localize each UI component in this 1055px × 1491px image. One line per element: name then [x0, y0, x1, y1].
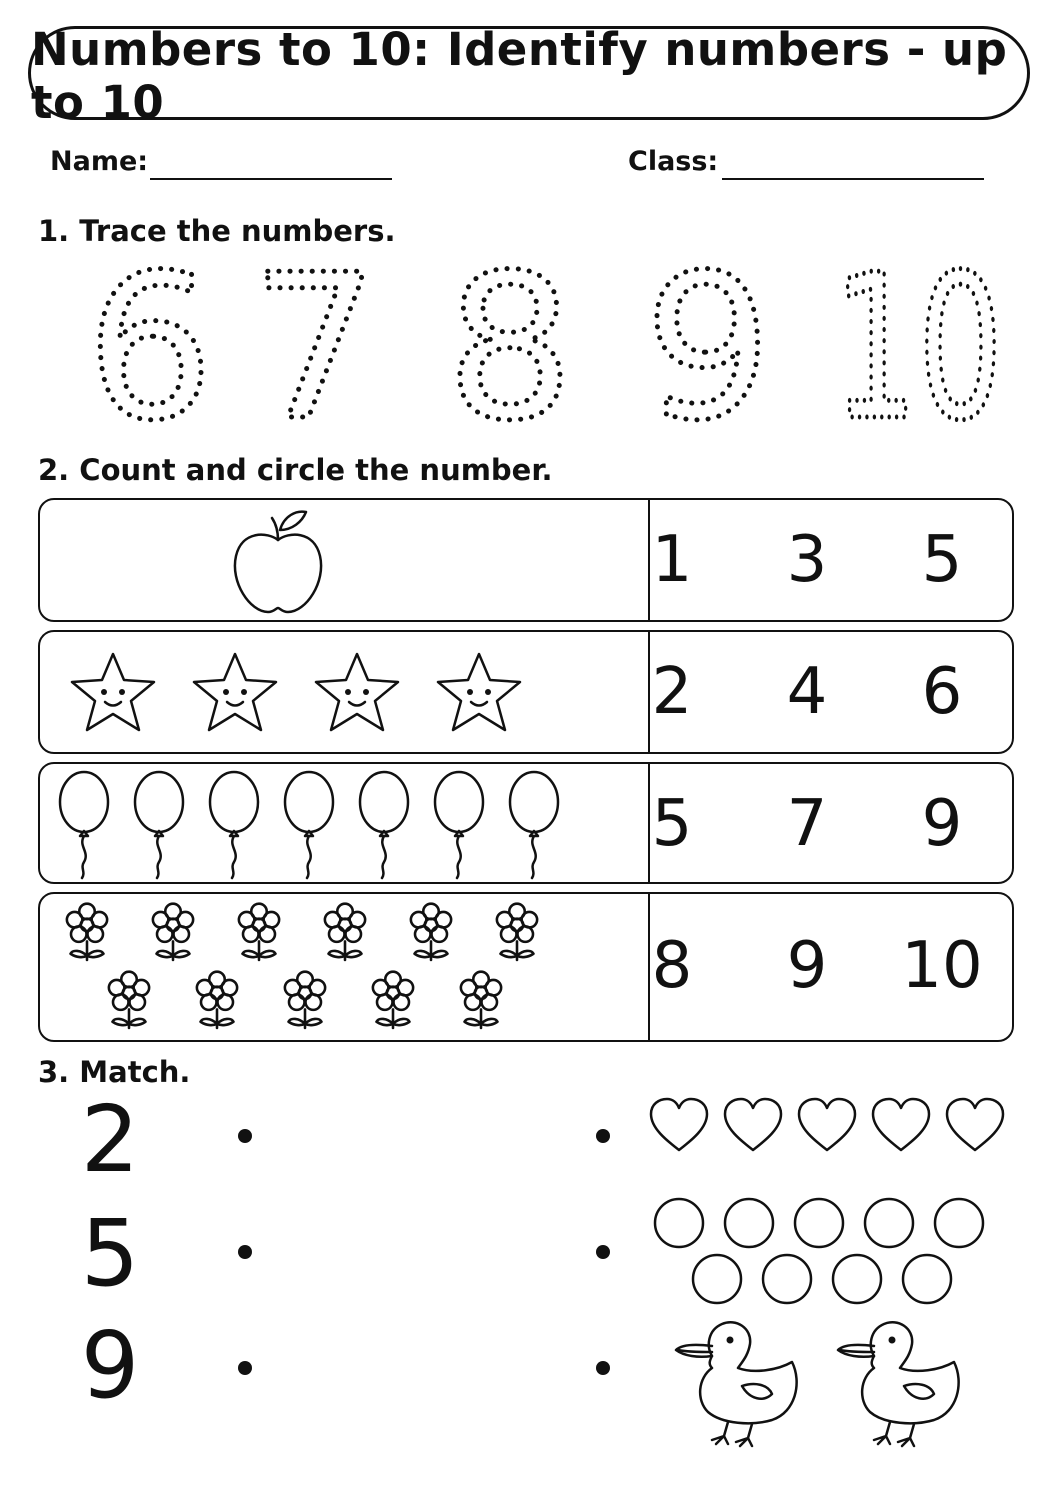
balloon-icon [56, 770, 112, 880]
match-number-9: 9 [80, 1312, 140, 1419]
class-label: Class: [628, 146, 719, 177]
duck-icon [830, 1316, 966, 1448]
worksheet-title: Numbers to 10: Identify numbers - up to 10 [31, 23, 1008, 129]
duck-icon [668, 1316, 804, 1448]
section-2-label: 2. Count and circle the number. [38, 453, 553, 487]
choice-4[interactable]: 4 [786, 655, 828, 729]
match-dot-right[interactable] [596, 1361, 610, 1375]
choice-3[interactable]: 3 [786, 523, 828, 597]
trace-number-6[interactable] [60, 262, 240, 427]
circle-icon [722, 1196, 776, 1250]
circle-icon [760, 1252, 814, 1306]
count-row-balloons [38, 762, 1014, 884]
flower-icon [232, 898, 286, 962]
svg-text:10: 10 [833, 262, 1003, 427]
match-dot-right[interactable] [596, 1129, 610, 1143]
flower-icon [278, 966, 332, 1030]
title-banner [28, 23, 1030, 129]
match-dot-left[interactable] [238, 1245, 252, 1259]
choice-5[interactable]: 5 [921, 523, 963, 597]
balloon-icon [131, 770, 187, 880]
name-label: Name: [50, 146, 149, 177]
svg-text:6: 6 [86, 262, 214, 427]
star-icon [432, 650, 526, 736]
balloon-icon [431, 770, 487, 880]
trace-number-10[interactable] [818, 262, 1018, 427]
match-number-2: 2 [80, 1086, 140, 1193]
circle-icon [830, 1252, 884, 1306]
match-dot-right[interactable] [596, 1245, 610, 1259]
star-icon [66, 650, 160, 736]
choice-1[interactable]: 1 [651, 523, 693, 597]
heart-icon [648, 1096, 710, 1154]
star-icon [310, 650, 404, 736]
flower-icon [404, 898, 458, 962]
heart-icon [722, 1096, 784, 1154]
heart-icon [944, 1096, 1006, 1154]
match-dot-left[interactable] [238, 1361, 252, 1375]
trace-number-9[interactable] [618, 262, 798, 427]
choice-2[interactable]: 2 [651, 655, 693, 729]
choice-9[interactable]: 9 [921, 787, 963, 861]
choice-8[interactable]: 8 [651, 929, 693, 1003]
svg-text:7: 7 [251, 262, 379, 427]
balloon-icon [356, 770, 412, 880]
choice-6[interactable]: 6 [921, 655, 963, 729]
count-row-stars [38, 630, 1014, 754]
flower-icon [146, 898, 200, 962]
circle-icon [932, 1196, 986, 1250]
match-number-5: 5 [80, 1200, 140, 1307]
count-row-apples [38, 498, 1014, 622]
flower-icon [190, 966, 244, 1030]
name-field[interactable] [150, 178, 392, 180]
section-1-label: 1. Trace the numbers. [38, 214, 396, 248]
balloon-icon [206, 770, 262, 880]
apple-icon [228, 508, 328, 616]
heart-icon [870, 1096, 932, 1154]
flower-icon [454, 966, 508, 1030]
circle-icon [652, 1196, 706, 1250]
choice-7[interactable]: 7 [786, 787, 828, 861]
choice-9[interactable]: 9 [786, 929, 828, 1003]
count-row-flowers [38, 892, 1014, 1042]
flower-icon [102, 966, 156, 1030]
trace-number-8[interactable] [420, 262, 600, 427]
circle-icon [862, 1196, 916, 1250]
circle-icon [792, 1196, 846, 1250]
svg-text:8: 8 [446, 262, 574, 427]
choice-10[interactable]: 10 [901, 929, 983, 1003]
flower-icon [366, 966, 420, 1030]
star-icon [188, 650, 282, 736]
flower-icon [60, 898, 114, 962]
section-3-label: 3. Match. [38, 1055, 191, 1089]
class-field[interactable] [722, 178, 984, 180]
balloon-icon [281, 770, 337, 880]
svg-text:9: 9 [644, 262, 772, 427]
flower-icon [318, 898, 372, 962]
flower-icon [490, 898, 544, 962]
trace-number-7[interactable] [225, 262, 405, 427]
choice-5[interactable]: 5 [651, 787, 693, 861]
circle-icon [900, 1252, 954, 1306]
circle-icon [690, 1252, 744, 1306]
balloon-icon [506, 770, 562, 880]
heart-icon [796, 1096, 858, 1154]
match-dot-left[interactable] [238, 1129, 252, 1143]
